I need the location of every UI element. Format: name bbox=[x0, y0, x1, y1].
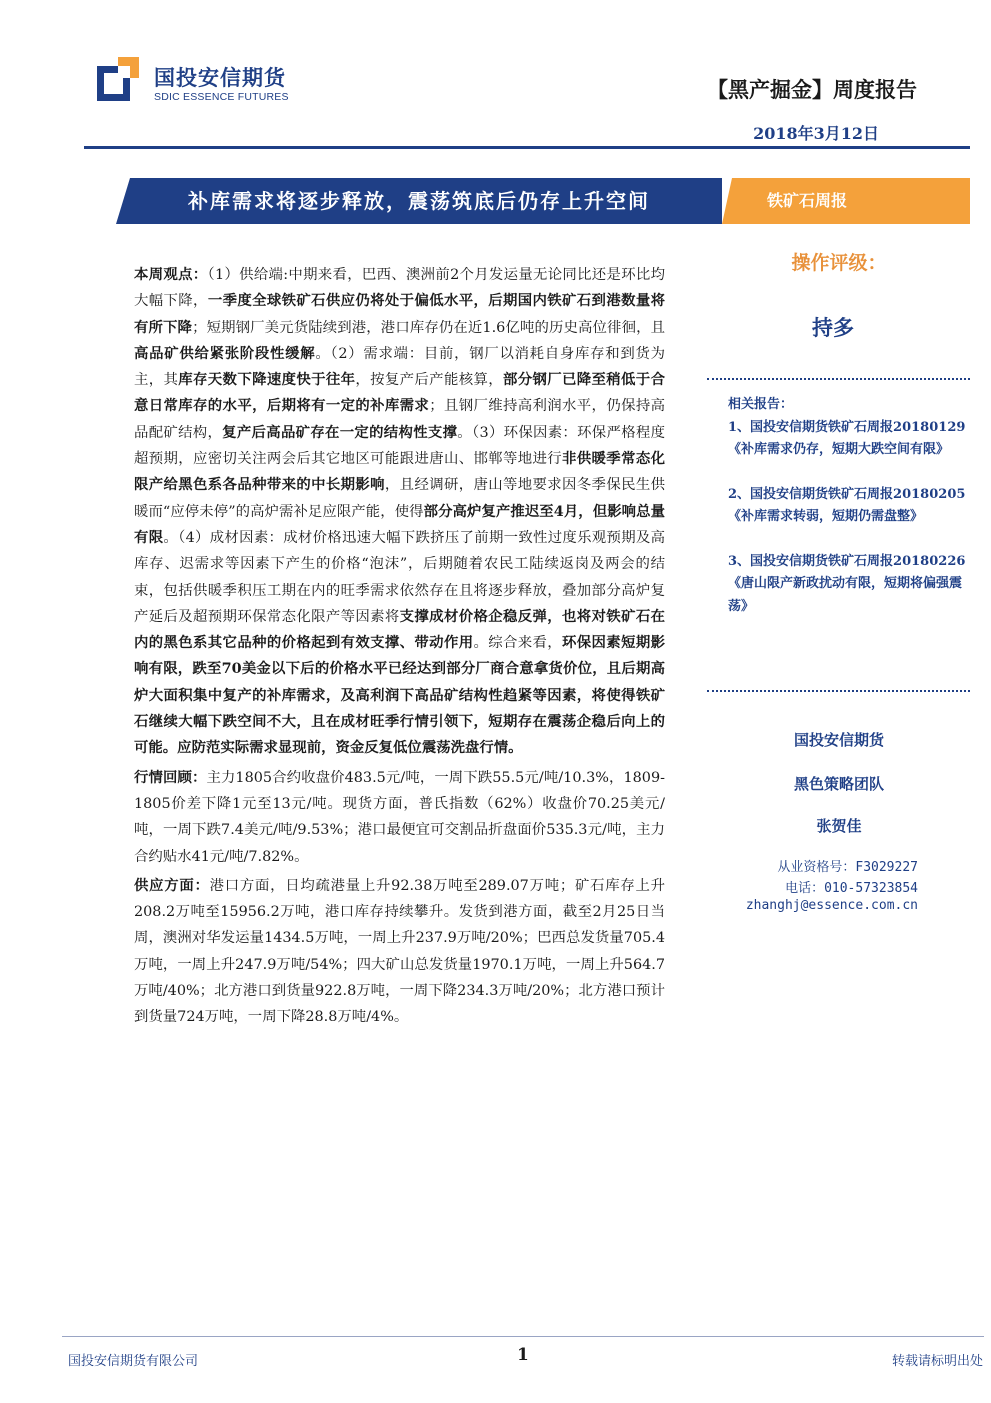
view-seg: 。综合来看， bbox=[473, 635, 563, 652]
related-report-link[interactable]: 1、国投安信期货铁矿石周报20180129《补库需求仍存，短期大跌空间有限》 bbox=[728, 419, 966, 457]
report-type: 【黑产掘金】周度报告 bbox=[707, 77, 917, 102]
related-report-link[interactable]: 2、国投安信期货铁矿石周报20180205《补库需求转弱，短期仍需盘整》 bbox=[728, 486, 966, 524]
page-number: 1 bbox=[517, 1345, 529, 1365]
company-logo-name: 国投安信期货 bbox=[154, 66, 286, 90]
supply-paragraph bbox=[134, 873, 665, 1031]
analyst-company: 国投安信期货 bbox=[793, 731, 884, 749]
related-reports bbox=[728, 394, 968, 618]
sidebar-divider bbox=[707, 690, 970, 692]
view-seg: ；且钢厂维持高利润水平，仍保持高品配矿结构， bbox=[134, 398, 665, 441]
view-seg: 。（2）需求端：目前，钢厂以消耗自身库存和到货为主，其 bbox=[134, 345, 665, 389]
report-date: 2018年3月12日 bbox=[753, 124, 879, 143]
view-seg: 非供暖季常态化限产给黑色系各品种带来的中长期影响 bbox=[134, 450, 665, 494]
view-seg: 。（4）成材因素：成材价格迅速大幅下跌挤压了前期一致性过度乐观预期及高库存、迟需求等因素下产生的价格“泡沫”，后期随着农民工陆续返岗及两会的结束，包括供暖季积压工期在内的旺季需求依然存在且将逐步释放，叠加部分高炉复产延后及超预期环保常态化限产等因素将 bbox=[134, 529, 665, 625]
footer-company: 国投安信期货有限公司 bbox=[68, 1354, 199, 1369]
view-seg: 库存天数下降速度快于往年 bbox=[178, 371, 356, 389]
supply-text: 港口方面，日均疏港量上升92.38万吨至289.07万吨；矿石库存上升208.2万吨至15956.2万吨，港口库存持续攀升。发货到港方面，截至2月25日当周，澳洲对华发运量1434.5万吨，一周上升237.9万吨/20%；巴西总发货量705.4万吨，一周上升247.9万吨/54%；四大矿山总发货量1970.1万吨，一周上升564.7万吨/40%；北方港口到货量922.8万吨，一周下降234.3万吨/20%；北方港口预计到货量724万吨，一周下降28.8万吨/4%。 bbox=[134, 877, 665, 1026]
view-seg: 。（3）环保因素：环保严格程度超预期，应密切关注两会后其它地区可能跟进唐山、邯郸等地进行 bbox=[134, 424, 665, 468]
view-seg: （1）供给端:中期来看，巴西、澳洲前2个月发运量无论同比还是环比均大幅下降， bbox=[134, 267, 665, 310]
section-tag-label: 铁矿石周报 bbox=[766, 191, 847, 210]
view-seg: ；短期钢厂美元货陆续到港，港口库存仍在近1.6亿吨的历史高位徘徊，且 bbox=[192, 319, 665, 336]
view-seg: ，且经调研，唐山等地要求因冬季保民生供暖而“应停未停”的高炉需补足应限产能，使得 bbox=[134, 477, 665, 520]
analyst-team: 黑色策略团队 bbox=[793, 775, 884, 793]
view-seg: ，按复产后产能核算， bbox=[355, 372, 503, 389]
market-review-label: 行情回顾： bbox=[134, 768, 207, 786]
analyst-name: 张贺佳 bbox=[816, 817, 862, 835]
footer-divider bbox=[62, 1336, 984, 1337]
supply-label: 供应方面： bbox=[134, 876, 210, 894]
sidebar-divider bbox=[707, 378, 970, 380]
main-content bbox=[134, 262, 665, 1034]
rating-label: 操作评级： bbox=[791, 252, 887, 274]
related-report-link[interactable]: 3、国投安信期货铁矿石周报20180226《唐山限产新政扰动有限，短期将偏强震荡》 bbox=[728, 553, 966, 614]
analyst-license: 从业资格号：F3029227 bbox=[777, 860, 918, 875]
analyst-email: zhanghj@essence.com.cn bbox=[745, 898, 918, 913]
view-seg: 一季度全球铁矿石供应仍将处于偏低水平，后期国内铁矿石到港数量将有所下降 bbox=[134, 292, 665, 336]
rating-value: 持多 bbox=[812, 316, 854, 340]
weekly-view-label: 本周观点： bbox=[134, 266, 208, 283]
footer-notice: 转载请标明出处 bbox=[891, 1354, 983, 1369]
view-seg: 环保因素短期影响有限，跌至70美金以下后的价格水平已经达到部分厂商合意拿货价位，且后期高炉大面积集中复产的补库需求，及高利润下高品矿结构性趋紧等因素，将使得铁矿石继续大幅下跌空间不大，且在成材旺季行情引领下，短期存在震荡企稳后向上的可能。应防范实际需求显现前，资金反复低位震荡洗盘行情。 bbox=[134, 634, 665, 757]
view-seg: 支撑成材价格企稳反弹，也将对铁矿石在内的黑色系其它品种的价格起到有效支撑、带动作用 bbox=[134, 607, 665, 652]
view-seg: 复产后高品矿存在一定的结构性支撑 bbox=[222, 423, 458, 441]
company-logo-english: SDIC ESSENCE FUTURES bbox=[154, 91, 289, 103]
weekly-view-paragraph bbox=[134, 262, 665, 762]
market-review-text: 主力1805合约收盘价483.5元/吨，一周下跌55.5元/吨/10.3%，1809-1805价差下降1元至13元/吨。现货方面，普氏指数（62%）收盘价70.25美元/吨，一周下跌7.4美元/吨/9.53%；港口最便宜可交割品折盘面价535.3元/吨，主力合约贴水41元/吨/7.82%。 bbox=[134, 769, 665, 865]
market-review-paragraph bbox=[134, 765, 665, 870]
view-seg: 部分高炉复产推迟至4月，但影响总量有限 bbox=[134, 502, 665, 546]
view-seg: 高品矿供给紧张阶段性缓解 bbox=[134, 344, 316, 362]
header-divider bbox=[84, 146, 970, 149]
related-reports-title: 相关报告： bbox=[728, 397, 794, 412]
view-seg: 部分钢厂已降至稍低于合意日常库存的水平，后期将有一定的补库需求 bbox=[134, 371, 665, 415]
report-title: 补库需求将逐步释放，震荡筑底后仍存上升空间 bbox=[188, 189, 650, 213]
company-logo-mark bbox=[97, 57, 139, 101]
analyst-phone: 电话：010-57323854 bbox=[785, 881, 918, 896]
